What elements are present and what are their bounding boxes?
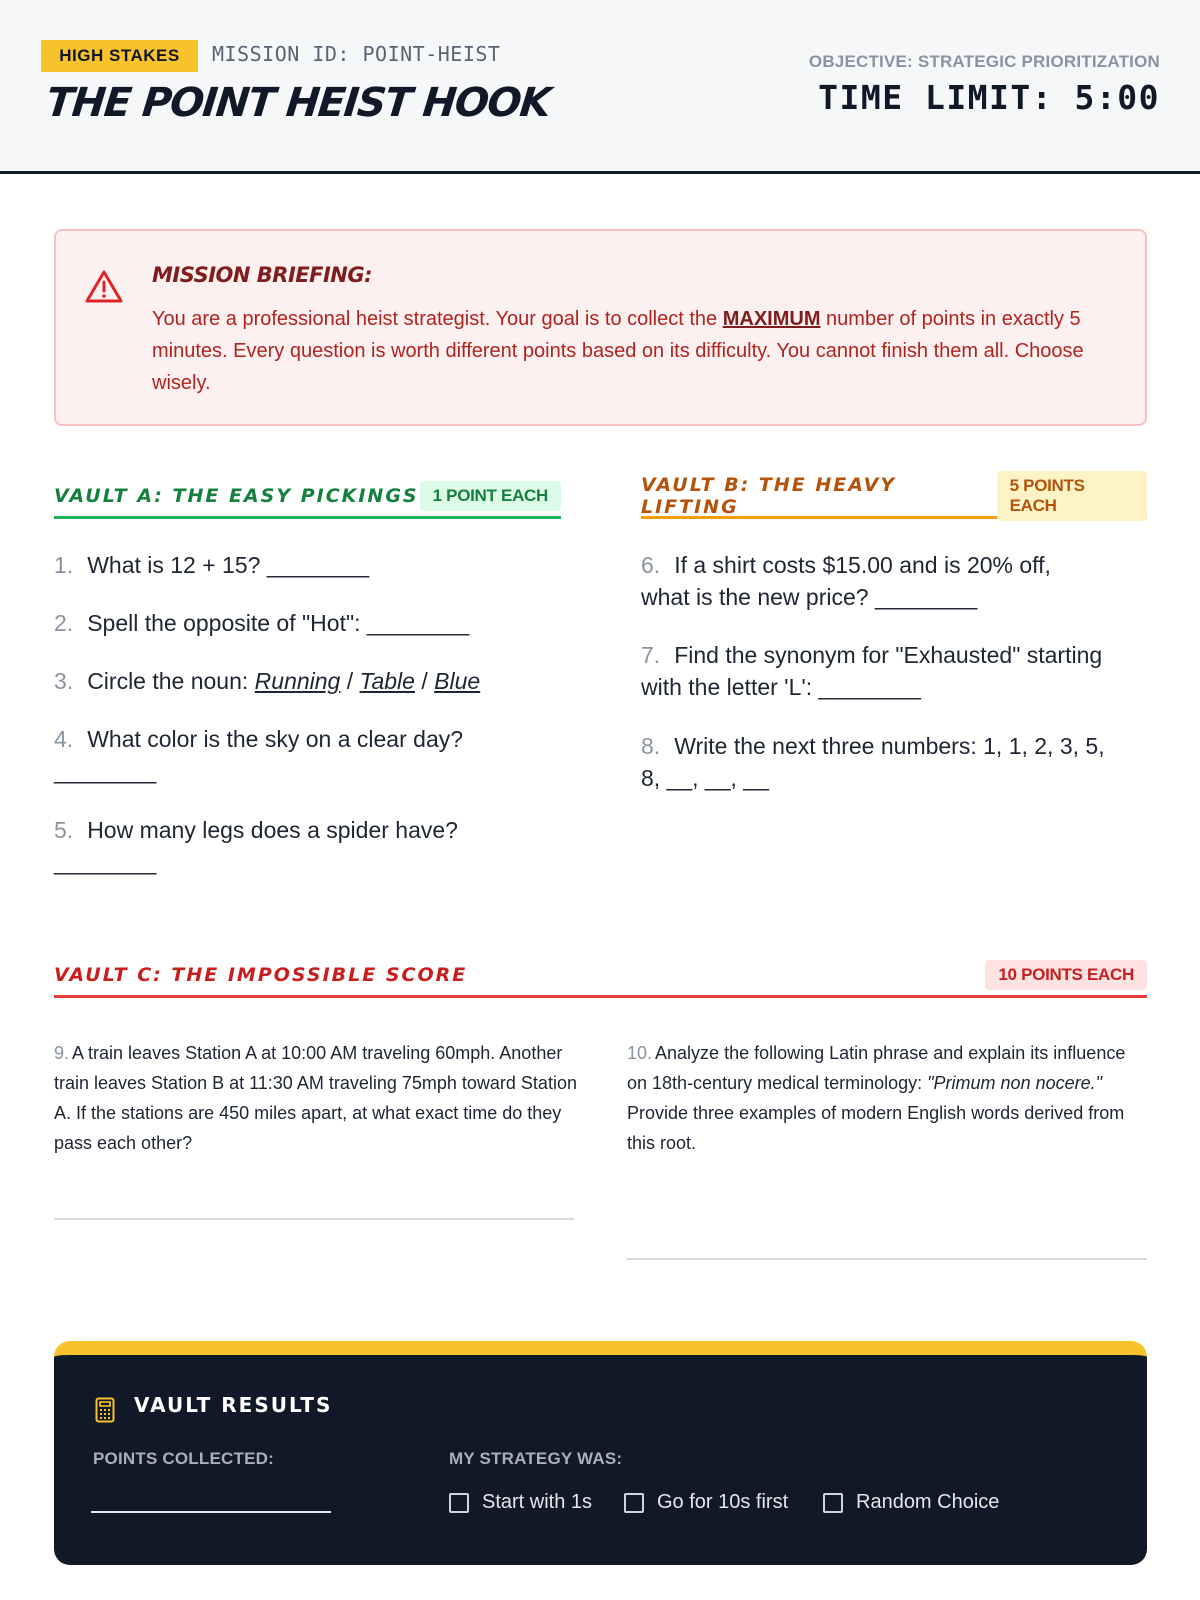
question-text-line1: Find the synonym for "Exhausted" starting <box>674 642 1103 668</box>
briefing-title: MISSION BRIEFING: <box>152 263 372 287</box>
noun-option-blue[interactable]: Blue <box>434 668 481 694</box>
answer-line[interactable] <box>54 1218 574 1220</box>
question-text: Analyze the following Latin phrase and explain its influence on 18th-century medical terminology: <box>627 1043 1126 1093</box>
vault-c-header <box>54 954 1147 998</box>
checkbox[interactable] <box>823 1493 843 1513</box>
strategy-option-go-for-10s[interactable] <box>624 1491 788 1514</box>
question-2 <box>54 607 469 639</box>
question-number: 10. <box>627 1043 653 1063</box>
question-text: What is 12 + 15? ________ <box>87 552 370 578</box>
strategy-label: MY STRATEGY WAS: <box>449 1449 623 1468</box>
question-number: 8. <box>641 733 661 759</box>
strategy-option-random[interactable] <box>823 1491 999 1514</box>
question-number: 1. <box>54 552 74 578</box>
question-9 <box>54 1038 579 1158</box>
question-text: What color is the sky on a clear day? <box>87 726 464 752</box>
vault-c-title: VAULT C: THE IMPOSSIBLE SCORE <box>54 963 468 986</box>
answer-blank[interactable]: ________ <box>54 758 157 784</box>
question-text: How many legs does a spider have? <box>87 817 458 843</box>
question-text-line1: Write the next three numbers: 1, 1, 2, 3, 5, <box>674 733 1105 759</box>
vault-a-title: VAULT A: THE EASY PICKINGS <box>54 484 419 507</box>
checkbox-label: Random Choice <box>856 1491 1000 1513</box>
vault-b-title: VAULT B: THE HEAVY LIFTING <box>641 473 897 518</box>
question-text-line2: with the letter 'L': ________ <box>641 674 921 700</box>
points-collected-label: POINTS COLLECTED: <box>93 1449 274 1468</box>
question-text-end: Provide three examples of modern English words derived from this root. <box>627 1103 1125 1153</box>
high-stakes-badge: HIGH STAKES <box>41 40 198 72</box>
checkbox-label: Start with 1s <box>482 1491 593 1513</box>
vault-a-points-badge: 1 POINT EACH <box>420 481 561 511</box>
question-8 <box>641 730 1161 794</box>
mission-briefing <box>54 229 1147 426</box>
question-text-line1: If a shirt costs $15.00 and is 20% off, <box>674 552 1051 578</box>
question-number: 6. <box>641 552 661 578</box>
vault-b-points-badge: 5 POINTS EACH <box>997 471 1147 521</box>
answer-line[interactable] <box>627 1258 1147 1260</box>
briefing-text-start: You are a professional heist strategist. Your goal is to collect the <box>152 308 723 330</box>
question-number: 4. <box>54 726 74 752</box>
question-number: 3. <box>54 668 74 694</box>
question-1 <box>54 549 369 581</box>
latin-quote: "Primum non nocere." <box>927 1073 1103 1093</box>
vault-a-header <box>54 475 561 519</box>
objective-label: OBJECTIVE: STRATEGIC PRIORITIZATION <box>808 52 1160 71</box>
question-text: Circle the noun: <box>87 668 255 694</box>
question-text: Spell the opposite of "Hot": ________ <box>87 610 470 636</box>
noun-option-table[interactable]: Table <box>359 668 415 694</box>
calculator-icon <box>95 1397 115 1423</box>
vault-b-header <box>641 475 1147 519</box>
mission-id: MISSION ID: POINT-HEIST <box>212 42 501 66</box>
question-10 <box>627 1038 1147 1158</box>
warning-icon <box>84 267 124 307</box>
question-number: 5. <box>54 817 74 843</box>
page-title: THE POINT HEIST HOOK <box>44 80 552 126</box>
checkbox-label: Go for 10s first <box>657 1491 789 1513</box>
strategy-option-start-with-1s[interactable] <box>449 1491 592 1514</box>
question-text: A train leaves Station A at 10:00 AM traveling 60mph. Another train leaves Station B at 11:30 AM traveling 75mph toward Station A. If the stations are 450 miles apart, at what exact time do they pass each other? <box>54 1043 577 1153</box>
noun-option-running[interactable]: Running <box>254 668 341 694</box>
vault-results-panel <box>54 1341 1147 1565</box>
vault-c-points-badge: 10 POINTS EACH <box>985 960 1147 990</box>
points-collected-field[interactable] <box>91 1511 331 1513</box>
question-4 <box>54 723 564 787</box>
option-separator: / <box>340 668 360 694</box>
checkbox[interactable] <box>449 1493 469 1513</box>
briefing-text-end: number of points in exactly 5 minutes. Every question is worth different points based on its difficulty. You cannot finish them all. Choose wisely. <box>152 308 1084 394</box>
results-title: VAULT RESULTS <box>134 1393 333 1417</box>
time-limit: TIME LIMIT: 5:00 <box>818 78 1160 117</box>
checkbox[interactable] <box>624 1493 644 1513</box>
briefing-text <box>152 303 1112 399</box>
question-number: 9. <box>54 1043 70 1063</box>
question-5 <box>54 814 564 878</box>
question-text-line2: 8, __, __, __ <box>641 765 769 791</box>
question-number: 7. <box>641 642 661 668</box>
question-7 <box>641 639 1161 703</box>
briefing-emphasis: MAXIMUM <box>722 308 821 330</box>
answer-blank[interactable]: ________ <box>54 849 157 875</box>
question-text-line2: what is the new price? ________ <box>641 584 978 610</box>
question-6 <box>641 549 1161 613</box>
option-separator: / <box>414 668 435 694</box>
question-number: 2. <box>54 610 74 636</box>
page-header <box>0 0 1200 174</box>
question-3 <box>54 665 480 697</box>
